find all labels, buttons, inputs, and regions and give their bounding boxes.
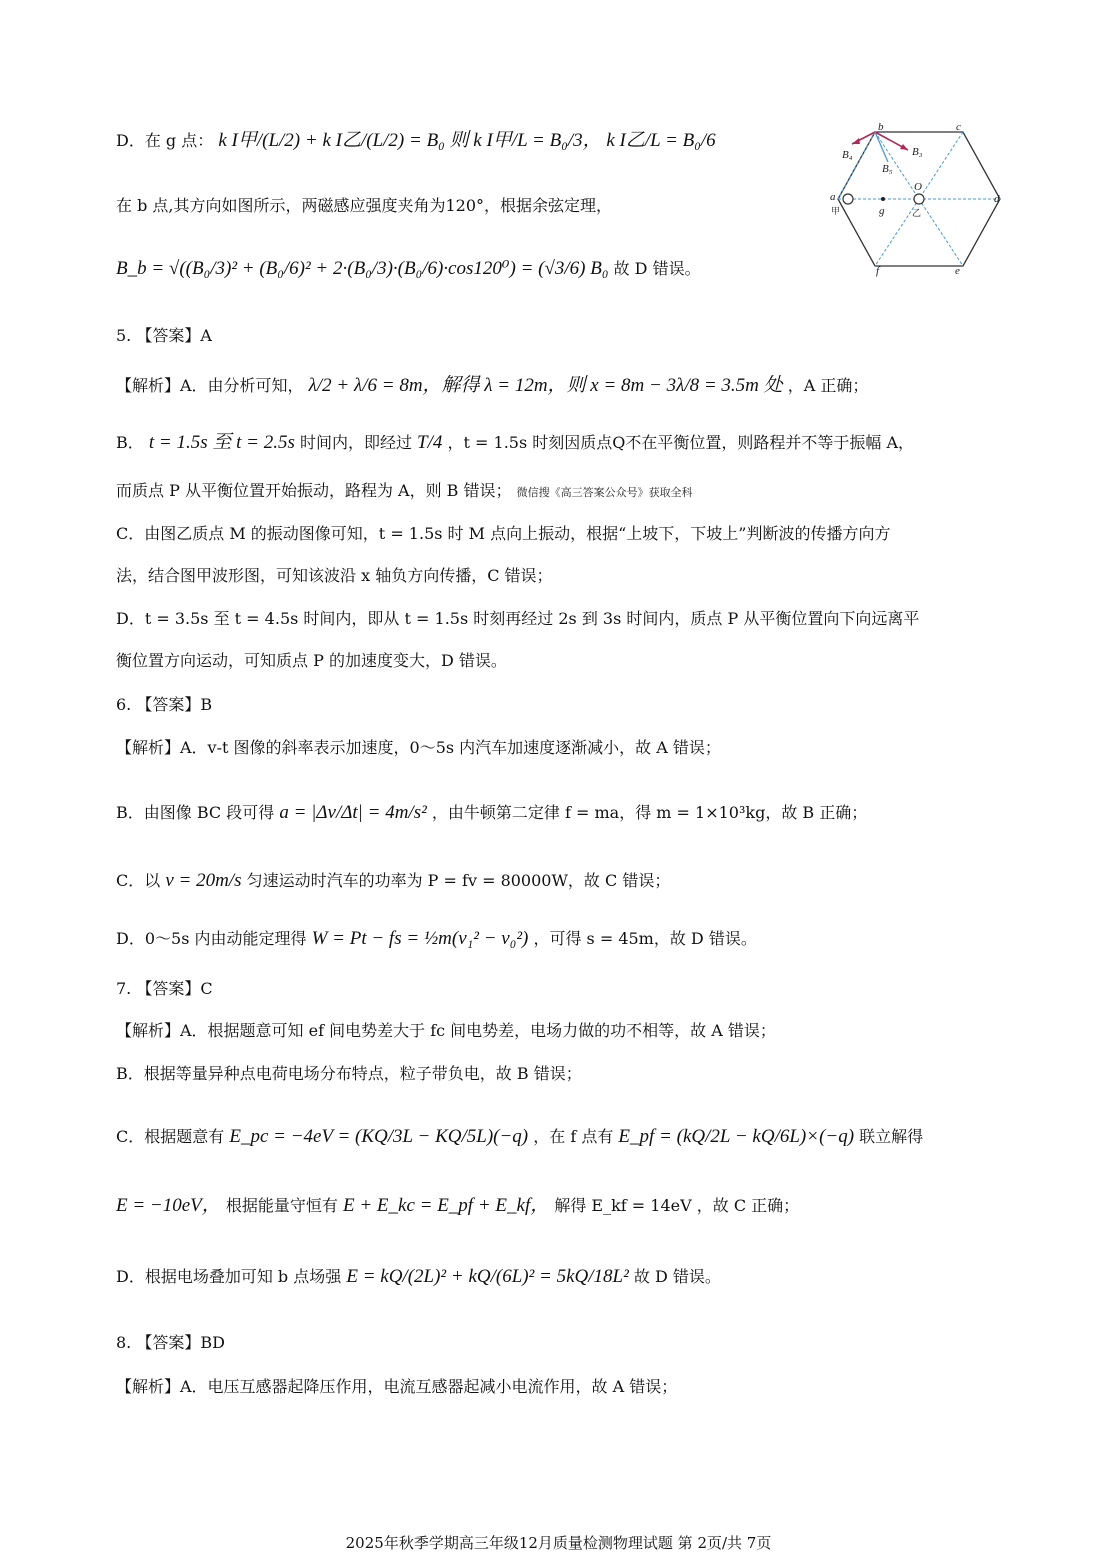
line-q5b [116,432,914,455]
line-suffix: ，由牛顿第二定律 f = ma，得 m = 1×10³kg，故 B 正确； [431,803,868,822]
line-q5c2 [116,566,553,585]
label-b3: B₃ [912,146,923,158]
line-suffix: 故 D 错误。 [633,1267,721,1286]
page-footer: 2025年秋季学期高三年级12月质量检测物理试题 第 2页/共 7页 [345,1534,772,1552]
formula: λ/2 + λ/6 = 8m，解得 λ = 12m，则 x = 8m − 3λ/8 = 3.5m 处 [308,375,783,396]
formula: E = −10eV， [116,1195,221,1216]
line-text: 而质点 P 从平衡位置开始振动，路程为 A，则 B 错误； [116,481,512,500]
line-suffix: ，t = 1.5s 时刻因质点Q不在平衡位置，则路程并不等于振幅 A， [447,433,915,452]
label-d: d [994,193,1000,205]
formula: E_pc = −4eV = (KQ/3L − KQ/5L)(−q) [229,1126,529,1147]
line-q5d2 [116,651,507,670]
line-text: B．根据等量异种点电荷电场分布特点，粒子带负电，故 B 错误； [116,1064,582,1083]
arrow-b4-icon [852,138,860,144]
label-b5: B₅ [882,163,893,175]
label-c: c [956,121,961,133]
line-q8a [116,1377,677,1396]
line-q6c [116,870,670,893]
vector-b5 [875,132,888,162]
line-q8 [116,1333,225,1352]
point-g-dot [881,197,885,201]
formula: T/4 [417,432,443,453]
line-text: 在 b 点,其方向如图所示，两磁感应强度夹角为120°，根据余弦定理， [116,196,613,215]
line-bb [116,258,701,281]
label-b: b [878,121,884,133]
label-jia: 甲 [831,206,841,216]
line-suffix: ，A 正确； [787,376,869,395]
line-q5a [116,375,868,398]
formula: W = Pt − fs = ½m(v₁² − v₀²) [311,928,529,949]
line-suffix: 联立解得 [859,1127,924,1146]
formula: k I甲/(L/2) + k I乙/(L/2) = B₀ 则 k I甲/L = B₀/3， k I乙/L = B₀/6 [218,130,716,151]
answer-heading: 6. 【答案】B [116,695,213,714]
line-suffix: ，可得 s = 45m，故 D 错误。 [533,929,757,948]
line-text: 法，结合图甲波形图，可知该波沿 x 轴负方向传播，C 错误； [116,566,553,585]
formula: B_b = √((B₀/3)² + (B₀/6)² + 2·(B₀/3)·(B₀/6)·cos120⁰) = (√3/6) B₀ [116,258,609,279]
line-prefix: B．由图像 BC 段可得 [116,803,280,822]
label-b4: B₄ [842,149,853,161]
line-mid: ，在 f 点有 [533,1127,619,1146]
line-suffix: 解得 E_kf = 14eV ，故 C 正确； [554,1196,800,1215]
line-mid: 根据能量守恒有 [225,1196,343,1215]
line-prefix: D．根据电场叠加可知 b 点场强 [116,1267,347,1286]
line-d4 [116,130,716,153]
formula: E = kQ/(2L)² + kQ/(6L)² = 5kQ/18L² [346,1266,629,1287]
line-text: C．由图乙质点 M 的振动图像可知，t = 1.5s 时 M 点向上振动，根据“上坡下，下坡上”判断波的传播方向方 [116,524,891,543]
line-q5 [116,326,212,345]
line-q7 [116,979,213,998]
label-f: f [876,265,880,277]
line-mid: 时间内，即经过 [299,433,418,452]
line-prefix: 【解析】A．由分析可知， [116,376,304,395]
line-prefix: C．根据题意有 [116,1127,230,1146]
line-text: D．t = 3.5s 至 t = 4.5s 时间内，即从 t = 1.5s 时刻再经过 2s 到 3s 时间内，质点 P 从平衡位置向下向远离平 [116,609,920,628]
line-suffix: 匀速运动时汽车的功率为 P = fv = 80000W，故 C 错误； [246,871,671,890]
line-q7d [116,1266,721,1289]
label-o: O [914,181,922,193]
line-text: 【解析】A．根据题意可知 ef 间电势差大于 fc 间电势差，电场力做的功不相等，故 A 错误； [116,1021,776,1040]
arrow-b3-icon [900,144,908,150]
line-q6d [116,928,757,951]
formula: E + E_kc = E_pf + E_kf， [342,1195,550,1216]
line-suffix: 故 D 错误。 [613,259,701,278]
line-b-point [116,196,612,215]
answer-heading: 8. 【答案】BD [116,1333,225,1352]
point-a-ring [843,194,853,204]
line-prefix: D．在 g 点： [116,131,214,150]
answer-heading: 7. 【答案】C [116,979,213,998]
line-q7a [116,1021,776,1040]
line-text: 【解析】A．电压互感器起降压作用，电流互感器起减小电流作用，故 A 错误； [116,1377,678,1396]
label-a: a [830,191,836,203]
label-g: g [879,205,885,217]
line-prefix: C．以 [116,871,166,890]
answer-heading: 5. 【答案】A [116,326,212,345]
formula: t = 1.5s 至 t = 2.5s [148,432,295,453]
line-q5d [116,609,919,628]
line-prefix: B． [116,433,144,452]
line-q6 [116,695,212,714]
line-q7c [116,1126,923,1149]
line-q5c [116,524,890,543]
watermark-note: 微信搜《高三答案公众号》获取全科 [516,486,693,499]
label-yi: 乙 [912,208,922,218]
line-q7c2 [116,1195,799,1218]
formula: E_pf = (kQ/2L − kQ/6L)×(−q) [618,1126,855,1147]
line-q6a [116,738,721,757]
formula: a = |Δv/Δt| = 4m/s² [279,802,427,823]
line-text: 衡位置方向运动，可知质点 P 的加速度变大，D 错误。 [116,651,507,670]
point-o-ring [914,194,924,204]
label-e: e [955,265,960,277]
formula: v = 20m/s [165,870,242,891]
line-text: 【解析】A．v-t 图像的斜率表示加速度，0～5s 内汽车加速度逐渐减小，故 A 错误； [116,738,721,757]
line-q5b2 [116,481,693,500]
line-prefix: D．0～5s 内由动能定理得 [116,929,312,948]
line-q7b [116,1064,582,1083]
hexagon-field-diagram [828,118,1010,280]
line-q6b [116,802,867,825]
